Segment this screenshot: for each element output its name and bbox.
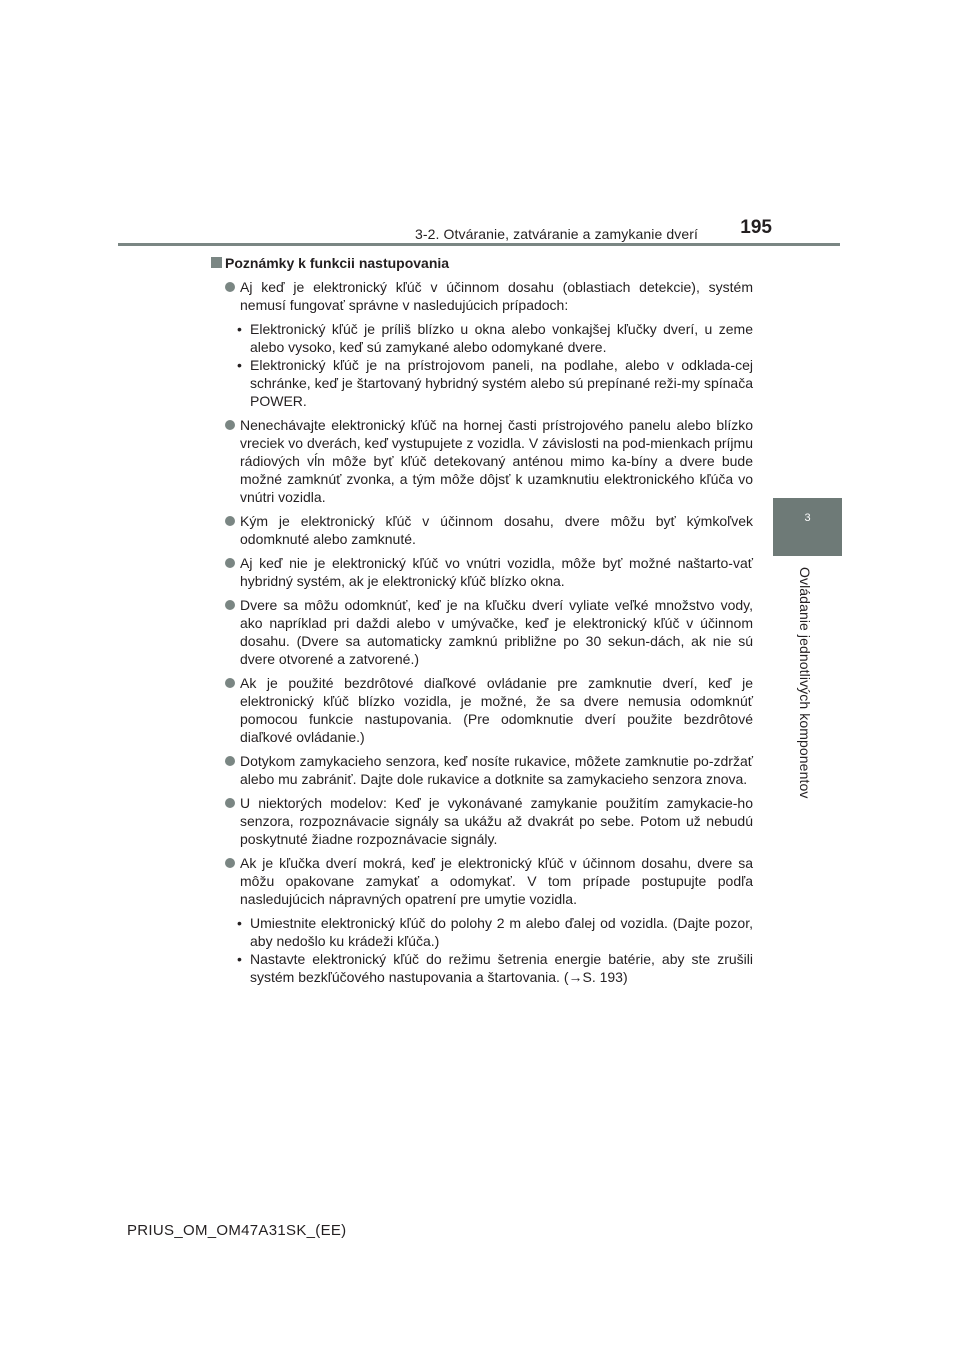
note-paragraph <box>211 416 753 506</box>
note-paragraph <box>211 596 753 668</box>
round-bullet-icon <box>225 678 235 688</box>
note-text: Ak je použité bezdrôtové diaľkové ovládanie pre zamknutie dverí, keď je elektronický kľúč blízko vozidla, je možné, že sa dvere nemusia odomknúť pomocou funkcie nastupovania. (Pre odomknutie dverí použite bezdrôtové diaľkové ovládanie.) <box>240 675 753 745</box>
chapter-label: Ovládanie jednotlivých komponentov <box>797 567 813 799</box>
note-text: U niektorých modelov: Keď je vykonávané zamykanie použitím zamykacie-ho senzora, rozpoznávacie signály sa ukážu až dvakrát po sebe. Potom už nebudú poskytnuté žiadne rozpoznávacie signály. <box>240 795 753 847</box>
note-item <box>211 674 753 746</box>
note-paragraph <box>211 674 753 746</box>
note-item <box>211 752 753 788</box>
note-text: Nenechávajte elektronický kľúč na hornej časti prístrojového panelu alebo blízko vreciek vo dverách, keď vystupujete z vozidla. V závislosti na pod-mienkach príjmu rádiových vĺn môže byť kľúč detekovaný anténou mimo ka-bíny a dvere bude možné zamknúť zvonka, a tým môže dôjsť k uzamknutiu elektronického kľúča vo vnútri vozidla. <box>240 417 753 505</box>
note-item <box>211 512 753 548</box>
note-text: Dotykom zamykacieho senzora, keď nosíte rukavice, môžete zamknutie po-zdržať alebo mu zabrániť. Dajte dole rukavice a dotknite sa zamykacieho senzora znova. <box>240 753 753 787</box>
note-text: Kým je elektronický kľúč v účinnom dosahu, dvere môžu byť kýmkoľvek odomknuté alebo zamknuté. <box>240 513 753 547</box>
sub-list-text: Elektronický kľúč je príliš blízko u okna alebo vonkajšej kľučky dverí, u zeme alebo vysoko, keď sú zamykané alebo odomykané dvere. <box>250 321 753 355</box>
note-item <box>211 596 753 668</box>
note-item <box>211 278 753 410</box>
bullet-icon: • <box>237 951 242 967</box>
sub-list <box>211 320 753 410</box>
round-bullet-icon <box>225 756 235 766</box>
round-bullet-icon <box>225 420 235 430</box>
section-heading-text: Poznámky k funkcii nastupovania <box>225 255 450 271</box>
page-number: 195 <box>740 217 772 238</box>
note-text: Aj keď je elektronický kľúč v účinnom dosahu (oblastiach detekcie), systém nemusí fungovať správne v nasledujúcich prípadoch: <box>240 279 753 313</box>
note-text: Ak je kľučka dverí mokrá, keď je elektronický kľúč v účinnom dosahu, dvere sa môžu opakovane zamykať a odomykať. V tom prípade postupujte podľa nasledujúcich nápravných opatrení pre umytie vozidla. <box>240 855 753 907</box>
square-bullet-icon <box>211 257 222 268</box>
note-text: Aj keď nie je elektronický kľúč vo vnútri vozidla, môže byť možné naštarto-vať hybridný systém, ak je elektronický kľúč blízko okna. <box>240 555 753 589</box>
note-item <box>211 416 753 506</box>
header-divider <box>118 243 840 246</box>
note-paragraph <box>211 512 753 548</box>
note-item <box>211 794 753 848</box>
sub-list-item <box>237 320 753 356</box>
sub-list-item <box>237 950 753 986</box>
page-header <box>118 212 840 244</box>
note-item <box>211 854 753 986</box>
sub-list-text: Nastavte elektronický kľúč do režimu šetrenia energie batérie, aby ste zrušili systém bezkľúčového nastupovania a štartovania. (→S. 193) <box>250 951 753 985</box>
section-title: 3-2. Otváranie, zatváranie a zamykanie dverí <box>415 226 698 242</box>
sub-list-item <box>237 356 753 410</box>
sub-list-text: Elektronický kľúč je na prístrojovom paneli, na podlahe, alebo v odklada-cej schránke, keď je štartovaný hybridný systém alebo sú prepínané reži-my spínača POWER. <box>250 357 753 409</box>
sub-list-item <box>237 914 753 950</box>
sub-list <box>211 914 753 986</box>
round-bullet-icon <box>225 600 235 610</box>
note-item <box>211 554 753 590</box>
note-text: Dvere sa môžu odomknúť, keď je na kľučku dverí vyliate veľké množstvo vody, ako napríklad pri daždi alebo v umývačke, keď je elektronický kľúč v účinnom dosahu. (Dvere sa automaticky zamknú približne po 30 sekun-dách, ak nie sú dvere otvorené a zatvorené.) <box>240 597 753 667</box>
sub-list-text: Umiestnite elektronický kľúč do polohy 2 m alebo ďalej od vozidla. (Dajte pozor, aby nedošlo ku krádeži kľúča.) <box>250 915 753 949</box>
notes-list <box>211 278 753 986</box>
round-bullet-icon <box>225 282 235 292</box>
section-heading <box>211 254 753 272</box>
note-paragraph <box>211 554 753 590</box>
document-code: PRIUS_OM_OM47A31SK_(EE) <box>127 1222 347 1239</box>
round-bullet-icon <box>225 798 235 808</box>
round-bullet-icon <box>225 558 235 568</box>
chapter-tab <box>773 498 842 556</box>
note-paragraph <box>211 278 753 314</box>
bullet-icon: • <box>237 321 242 337</box>
section-content <box>211 254 753 992</box>
round-bullet-icon <box>225 858 235 868</box>
bullet-icon: • <box>237 357 242 373</box>
note-paragraph <box>211 794 753 848</box>
note-paragraph <box>211 854 753 908</box>
note-paragraph <box>211 752 753 788</box>
chapter-number: 3 <box>804 512 811 524</box>
bullet-icon: • <box>237 915 242 931</box>
round-bullet-icon <box>225 516 235 526</box>
